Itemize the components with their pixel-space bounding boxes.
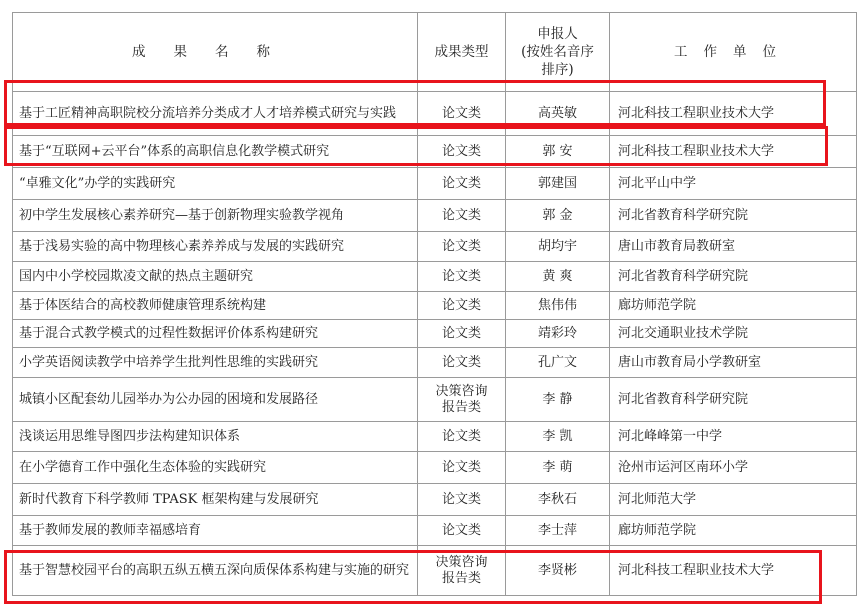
table-row xyxy=(13,168,857,200)
row-unit: 河北科技工程职业技术大学 xyxy=(610,546,857,596)
row-author: 李 静 xyxy=(506,378,610,422)
row-unit: 河北科技工程职业技术大学 xyxy=(610,92,857,136)
table-row xyxy=(13,136,857,168)
row-type: 论文类 xyxy=(418,348,506,378)
row-unit: 唐山市教育局教研室 xyxy=(610,232,857,262)
row-author: 孔广文 xyxy=(506,348,610,378)
table-row xyxy=(13,484,857,516)
table-row xyxy=(13,320,857,348)
row-author: 焦伟伟 xyxy=(506,292,610,320)
row-title: 基于浅易实验的高中物理核心素养养成与发展的实践研究 xyxy=(13,232,418,262)
row-title: 初中学生发展核心素养研究—基于创新物理实验教学视角 xyxy=(13,200,418,232)
row-author: 李士萍 xyxy=(506,516,610,546)
table-row xyxy=(13,200,857,232)
header-name: 成果名称 xyxy=(13,13,418,92)
row-title: 在小学德育工作中强化生态体验的实践研究 xyxy=(13,452,418,484)
table-row xyxy=(13,378,857,422)
row-unit: 河北平山中学 xyxy=(610,168,857,200)
row-title: 基于“互联网+云平台”体系的高职信息化教学模式研究 xyxy=(13,136,418,168)
row-type: 论文类 xyxy=(418,292,506,320)
row-author: 郭建国 xyxy=(506,168,610,200)
table-row xyxy=(13,422,857,452)
row-author: 郭 安 xyxy=(506,136,610,168)
table-row xyxy=(13,452,857,484)
row-type: 论文类 xyxy=(418,422,506,452)
table-row xyxy=(13,232,857,262)
row-title: 小学英语阅读教学中培养学生批判性思维的实践研究 xyxy=(13,348,418,378)
row-type: 论文类 xyxy=(418,516,506,546)
row-type: 决策咨询 报告类 xyxy=(418,546,506,596)
row-unit: 河北交通职业技术学院 xyxy=(610,320,857,348)
row-title: 基于体医结合的高校教师健康管理系统构建 xyxy=(13,292,418,320)
row-unit: 廊坊师范学院 xyxy=(610,292,857,320)
row-title: 基于混合式教学模式的过程性数据评价体系构建研究 xyxy=(13,320,418,348)
row-title: 基于教师发展的教师幸福感培育 xyxy=(13,516,418,546)
results-table xyxy=(12,12,857,596)
header-row xyxy=(13,13,857,92)
table-row xyxy=(13,92,857,136)
row-unit: 河北峰峰第一中学 xyxy=(610,422,857,452)
table-row xyxy=(13,262,857,292)
table-row xyxy=(13,516,857,546)
row-type: 论文类 xyxy=(418,92,506,136)
row-title: 浅谈运用思维导图四步法构建知识体系 xyxy=(13,422,418,452)
row-title: 国内中小学校园欺凌文献的热点主题研究 xyxy=(13,262,418,292)
header-author: 申报人 (按姓名音序 排序) xyxy=(506,13,610,92)
row-type: 论文类 xyxy=(418,232,506,262)
row-type: 论文类 xyxy=(418,320,506,348)
row-unit: 河北省教育科学研究院 xyxy=(610,262,857,292)
row-title: 基于智慧校园平台的高职五纵五横五深向质保体系构建与实施的研究 xyxy=(13,546,418,596)
row-type: 论文类 xyxy=(418,168,506,200)
row-title: 新时代教育下科学教师 TPASK 框架构建与发展研究 xyxy=(13,484,418,516)
row-unit: 沧州市运河区南环小学 xyxy=(610,452,857,484)
row-title: “卓雅文化”办学的实践研究 xyxy=(13,168,418,200)
row-author: 李 凯 xyxy=(506,422,610,452)
row-type: 论文类 xyxy=(418,200,506,232)
row-title: 基于工匠精神高职院校分流培养分类成才人才培养模式研究与实践 xyxy=(13,92,418,136)
row-unit: 廊坊师范学院 xyxy=(610,516,857,546)
row-unit: 唐山市教育局小学教研室 xyxy=(610,348,857,378)
row-author: 胡均宇 xyxy=(506,232,610,262)
row-author: 靖彩玲 xyxy=(506,320,610,348)
row-author: 高英敏 xyxy=(506,92,610,136)
row-unit: 河北科技工程职业技术大学 xyxy=(610,136,857,168)
header-unit: 工作单位 xyxy=(610,13,857,92)
header-type: 成果类型 xyxy=(418,13,506,92)
row-type: 论文类 xyxy=(418,452,506,484)
row-title: 城镇小区配套幼儿园举办为公办园的困境和发展路径 xyxy=(13,378,418,422)
row-author: 李 萌 xyxy=(506,452,610,484)
row-unit: 河北省教育科学研究院 xyxy=(610,200,857,232)
table-row xyxy=(13,292,857,320)
row-type: 决策咨询 报告类 xyxy=(418,378,506,422)
row-author: 郭 金 xyxy=(506,200,610,232)
table-row xyxy=(13,546,857,596)
row-unit: 河北师范大学 xyxy=(610,484,857,516)
table-row xyxy=(13,348,857,378)
row-author: 李秋石 xyxy=(506,484,610,516)
row-author: 黄 爽 xyxy=(506,262,610,292)
row-type: 论文类 xyxy=(418,136,506,168)
row-unit: 河北省教育科学研究院 xyxy=(610,378,857,422)
row-author: 李贤彬 xyxy=(506,546,610,596)
row-type: 论文类 xyxy=(418,262,506,292)
row-type: 论文类 xyxy=(418,484,506,516)
